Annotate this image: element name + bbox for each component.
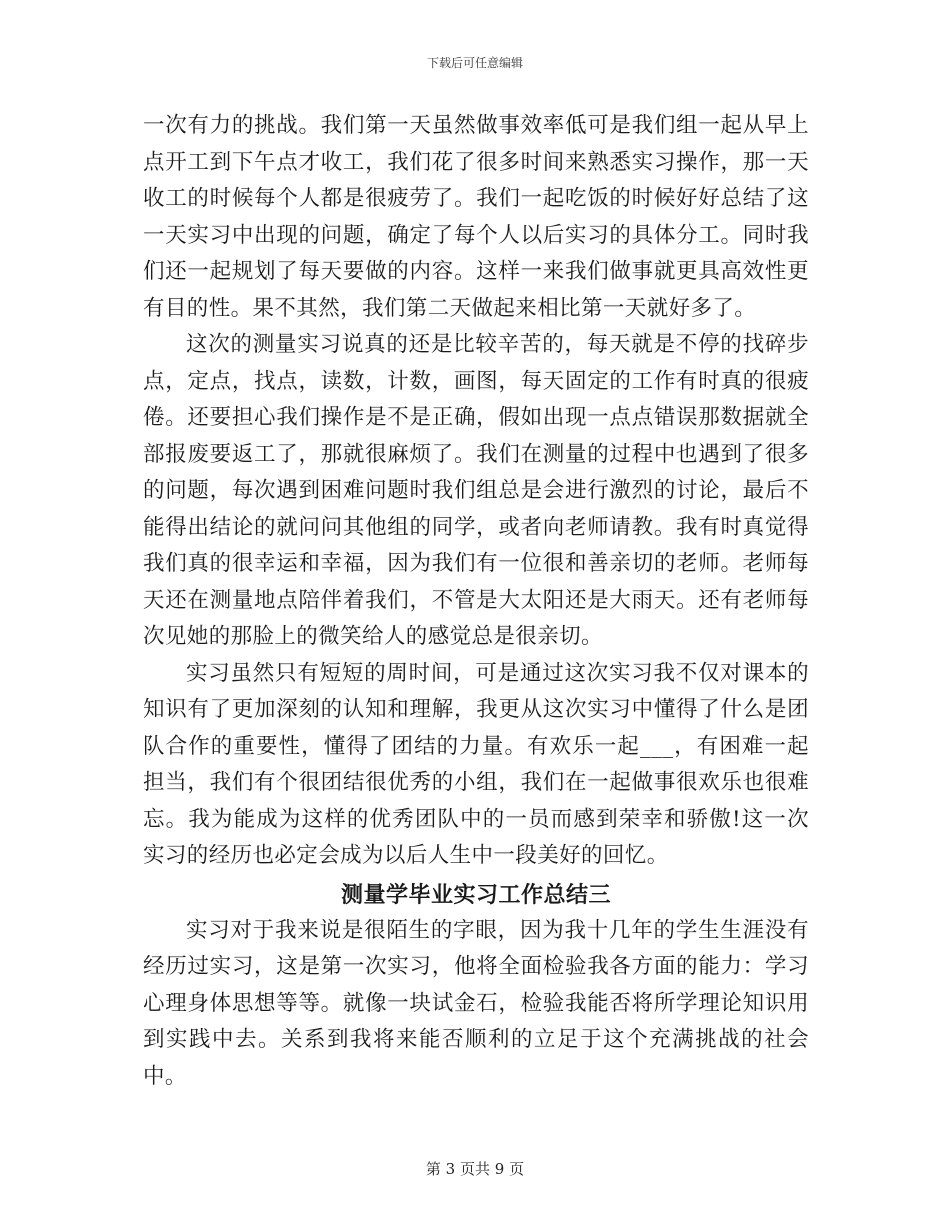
page-header: 下载后可任意编辑 — [426, 56, 523, 70]
document-body — [143, 108, 809, 1095]
paragraph-teamwork: 实习虽然只有短短的周时间，可是通过这次实习我不仅对课本的知识有了更加深刻的认知和理解，我更从这次实习中懂得了什么是团队合作的重要性，懂得了团结的力量。有欢乐一起___，有困难一起担当，我们有个很团结很优秀的小组，我们在一起做事很欢乐也很难忘。我为能成为这样的优秀团队中的一员而感到荣幸和骄傲!这一次实习的经历也必定会成为以后人生中一段美好的回忆。 — [143, 660, 809, 868]
page-number: 第 3 页共 9 页 — [425, 1160, 525, 1178]
paragraph-continuation: 一次有力的挑战。我们第一天虽然做事效率低可是我们组一起从早上点开工到下午点才收工，我们花了很多时间来熟悉实习操作，那一天收工的时候每个人都是很疲劳了。我们一起吃饭的时候好好总结了这一天实习中出现的问题，确定了每个人以后实习的具体分工。同时我们还一起规划了每天要做的内容。这样一来我们做事就更具高效性更有目的性。果不其然，我们第二天做起来相比第一天就好多了。 — [143, 113, 809, 321]
paragraph-section-three: 实习对于我来说是很陌生的字眼，因为我十几年的学生生涯没有经历过实习，这是第一次实习，他将全面检验我各方面的能力：学习心理身体思想等等。就像一块试金石，检验我能否将所学理论知识用到实践中去。关系到我将来能否顺利的立足于这个充满挑战的社会中。 — [143, 917, 809, 1089]
paragraph-survey-hardship: 这次的测量实习说真的还是比较辛苦的，每天就是不停的找碎步点，定点，找点，读数，计数，画图，每天固定的工作有时真的很疲倦。还要担心我们操作是不是正确，假如出现一点点错误那数据就全部报废要返工了，那就很麻烦了。我们在测量的过程中也遇到了很多的问题，每次遇到困难问题时我们组总是会进行激烈的讨论，最后不能得出结论的就问问其他组的同学，或者向老师请教。我有时真觉得我们真的很幸运和幸福，因为我们有一位很和善亲切的老师。老师每天还在测量地点陪伴着我们，不管是大太阳还是大雨天。还有老师每次见她的那脸上的微笑给人的感觉总是很亲切。 — [143, 332, 809, 649]
section-title: 测量学毕业实习工作总结三 — [340, 881, 611, 908]
